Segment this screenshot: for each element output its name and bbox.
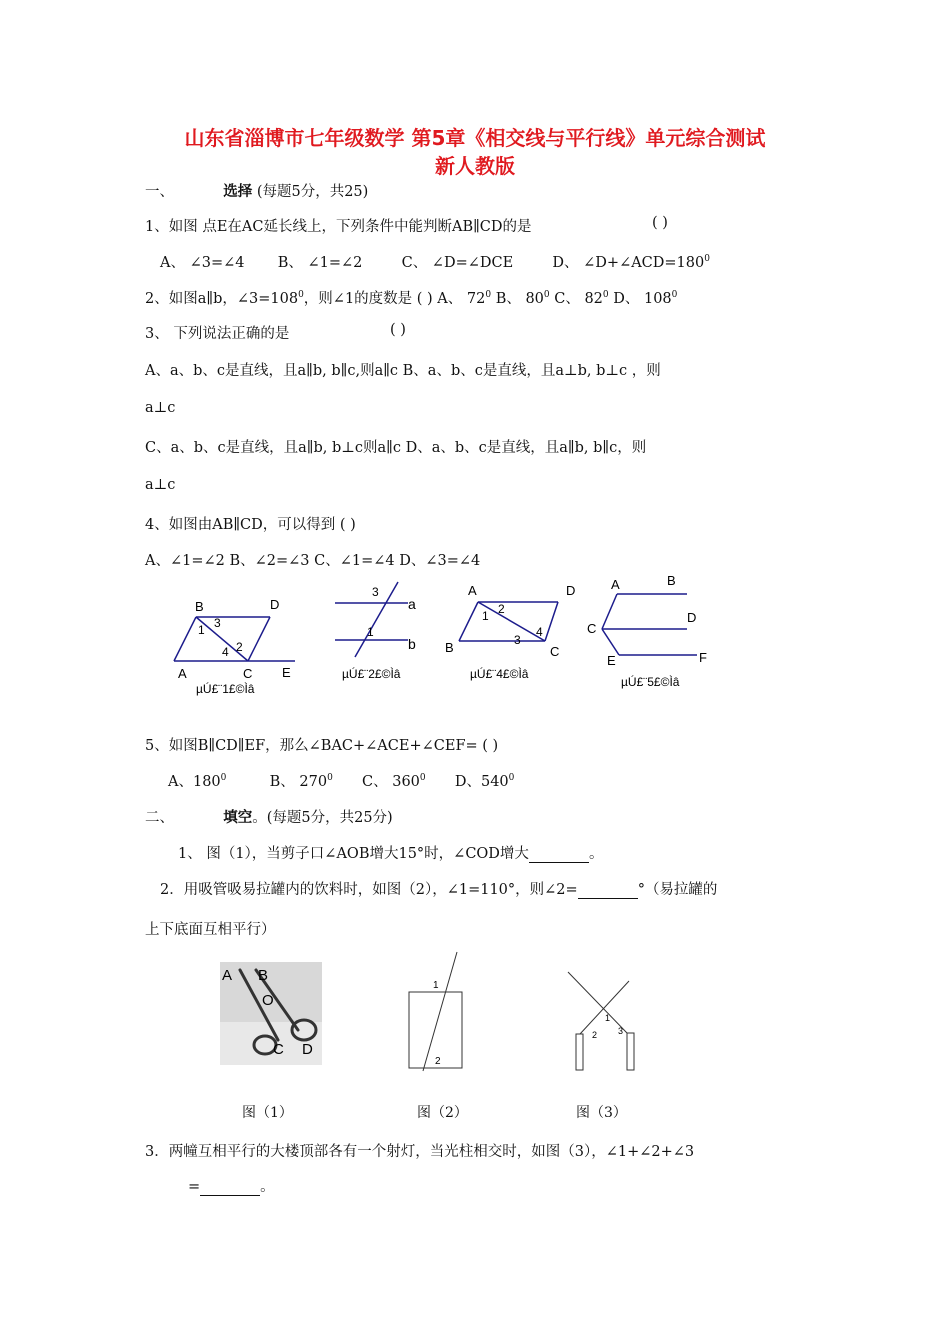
fig1-label-e: E [282,665,291,680]
fig4-label-b: B [445,640,454,655]
fig1-label-c: C [243,666,253,681]
fig1-caption: µÚ£¨1£©Ìâ [196,682,255,696]
fig1-angle-4: 4 [222,645,229,659]
fig5-label-c: C [587,621,597,636]
q2-line: 2、如图a∥b，$\angle 3=108^0$，则∠1的度数是 ( ) A、 $72^0$ B、 $80^0$ C、 $82^0$ D、 $108^0$ [145,290,678,307]
q2-option-d: D、 108 [613,291,672,307]
page-subtitle: 新人教版 [435,154,515,178]
q4-text: 4、如图由AB∥CD，可以得到 ( ) [145,517,356,533]
lights-angle-3: 3 [618,1026,624,1036]
caption-figure-2: 图（2） [417,1105,468,1121]
q3-options-ab-cont: a⊥c [145,400,176,416]
can-figure [405,950,470,1079]
scissors-label-d: D [302,1041,313,1058]
lights-figure [560,965,645,1079]
fill1-text: 1、 图（1），当剪子口∠AOB增大15°时，∠COD增大 [178,846,529,862]
q5-option-c: C、 360 [362,774,420,790]
fig5-label-e: E [607,653,616,668]
lights-angle-2: 2 [592,1030,598,1040]
fig4-angle-4: 4 [536,625,543,639]
fig5-label-a: A [611,577,620,592]
scissors-label-b: B [258,967,269,984]
fill2-text: 2．用吸管吸易拉罐内的饮料时，如图（2），∠1=110°，则∠2= [160,882,578,898]
scissors-label-a: A [222,967,233,984]
q2-rest: ，则∠1的度数是 ( ) A、 72 [303,291,486,307]
caption-figure-3: 图（3） [576,1105,627,1121]
fig4-caption: µÚ£¨4£©Ìâ [470,667,529,681]
q3-options-cd: C、a、b、c是直线，且a∥b, b⊥c则a∥c D、a、b、c是直线，且a∥b, b∥c，则 [145,440,647,456]
q5-text: 5、如图B∥CD∥EF，那么∠BAC+∠ACE+∠CEF= ( ) [145,738,499,754]
q5-option-b: B、 270 [269,774,328,790]
q3-options-ab: A、a、b、c是直线，且a∥b, b∥c,则a∥c B、a、b、c是直线，且a⊥b, b⊥c ，则 [145,363,661,379]
lights-angle-1: 1 [605,1013,611,1023]
scissors-label-o: O [262,992,274,1009]
fill3-text: 3．两幢互相平行的大楼顶部各有一个射灯，当光柱相交时，如图（3），∠1+∠2+∠3 [145,1144,695,1160]
section1-heading [145,180,368,201]
fig1-angle-1: 1 [198,623,205,637]
figure-1 [160,580,310,704]
figure-5 [585,570,720,699]
fill1-line: 1、 图（1），当剪子口∠AOB增大15°时，∠COD增大 。 [178,846,604,862]
fig2-angle-3: 3 [372,585,379,599]
fill2-line2: 上下底面互相平行） [145,922,276,938]
fig4-label-a: A [468,583,477,598]
section1-note: (每题5分，共25) [256,184,369,200]
fig1-angle-3: 3 [214,616,221,630]
q1-option-b: B、 ∠1=∠2 [277,255,363,271]
q1-text: 1、如图 点E在AC延长线上，下列条件中能判断AB∥CD的是 [145,219,532,235]
can-angle-2: 2 [435,1056,441,1067]
q1-option-d: D、 ∠D+∠ACD=180 [552,255,705,271]
fig5-label-b: B [667,573,676,588]
section2-note: 。(每题5分，共25分) [252,810,393,826]
fig2-label-b: b [408,636,416,652]
q3-text: 3、 下列说法正确的是 [145,326,290,342]
q1-option-d-sup: 0 [704,254,710,265]
fig5-caption: µÚ£¨5£©Ìâ [621,675,680,689]
q4-options: A、∠1=∠2 B、∠2=∠3 C、∠1=∠4 D、∠3=∠4 [145,553,481,569]
fig1-angle-2: 2 [236,640,243,654]
fig2-caption: µÚ£¨2£©Ìâ [342,667,401,681]
fig4-angle-3: 3 [514,633,521,647]
section2-name: 填空 [223,810,253,826]
fig1-label-d: D [270,597,280,612]
fig4-angle-1: 1 [482,609,489,623]
q5-options: A、$180^0$ B、 $270^0$ C、 $360^0$ D、$540^0$ [168,773,515,790]
caption-figure-1: 图（1） [242,1105,293,1121]
fill2-line: 2．用吸管吸易拉罐内的饮料时，如图（2），∠1=110°，则∠2= °（易拉罐的 [160,882,718,898]
fill2-blank [578,884,638,899]
fig2-label-a: a [408,596,416,612]
section1-number: 一、 [145,184,174,200]
fig5-label-f: F [699,650,707,665]
fig1-label-b: B [195,599,204,614]
q2-text: 2、如图a∥b，∠3=108 [145,291,299,307]
scissors-figure [220,962,325,1071]
figure-4 [440,575,590,689]
fig1-label-a: A [178,666,187,681]
fill3-line2: = 。 [188,1179,275,1195]
fig5-label-d: D [687,610,697,625]
q1-option-c: C、 ∠D=∠DCE [401,255,514,271]
can-angle-1: 1 [433,980,439,991]
fig2-angle-1: 1 [367,625,374,639]
fig4-label-c: C [550,644,560,659]
page-title: 山东省淄博市七年级数学 第5章《相交线与平行线》单元综合测试 [184,126,766,150]
fig4-label-d: D [566,583,576,598]
q5-option-d: D、540 [454,774,509,790]
q3-paren: ( ) [390,322,406,338]
q1-options [160,251,710,272]
figure-2 [330,580,430,694]
q1-paren: ( ) [652,215,668,231]
q2-option-b: B、 80 [495,291,544,307]
q5-option-a: A、180 [168,774,221,790]
q1-option-a: A、 ∠3=∠4 [160,255,245,271]
fill1-blank [529,848,589,863]
fig4-angle-2: 2 [498,602,505,616]
fill3-blank [200,1181,260,1196]
section2-heading [145,806,393,827]
section1-name: 选择 [223,184,253,200]
q3-options-cd-cont: a⊥c [145,477,176,493]
section2-number: 二、 [145,810,174,826]
q2-option-c: C、 82 [554,291,603,307]
scissors-label-c: C [273,1041,284,1058]
